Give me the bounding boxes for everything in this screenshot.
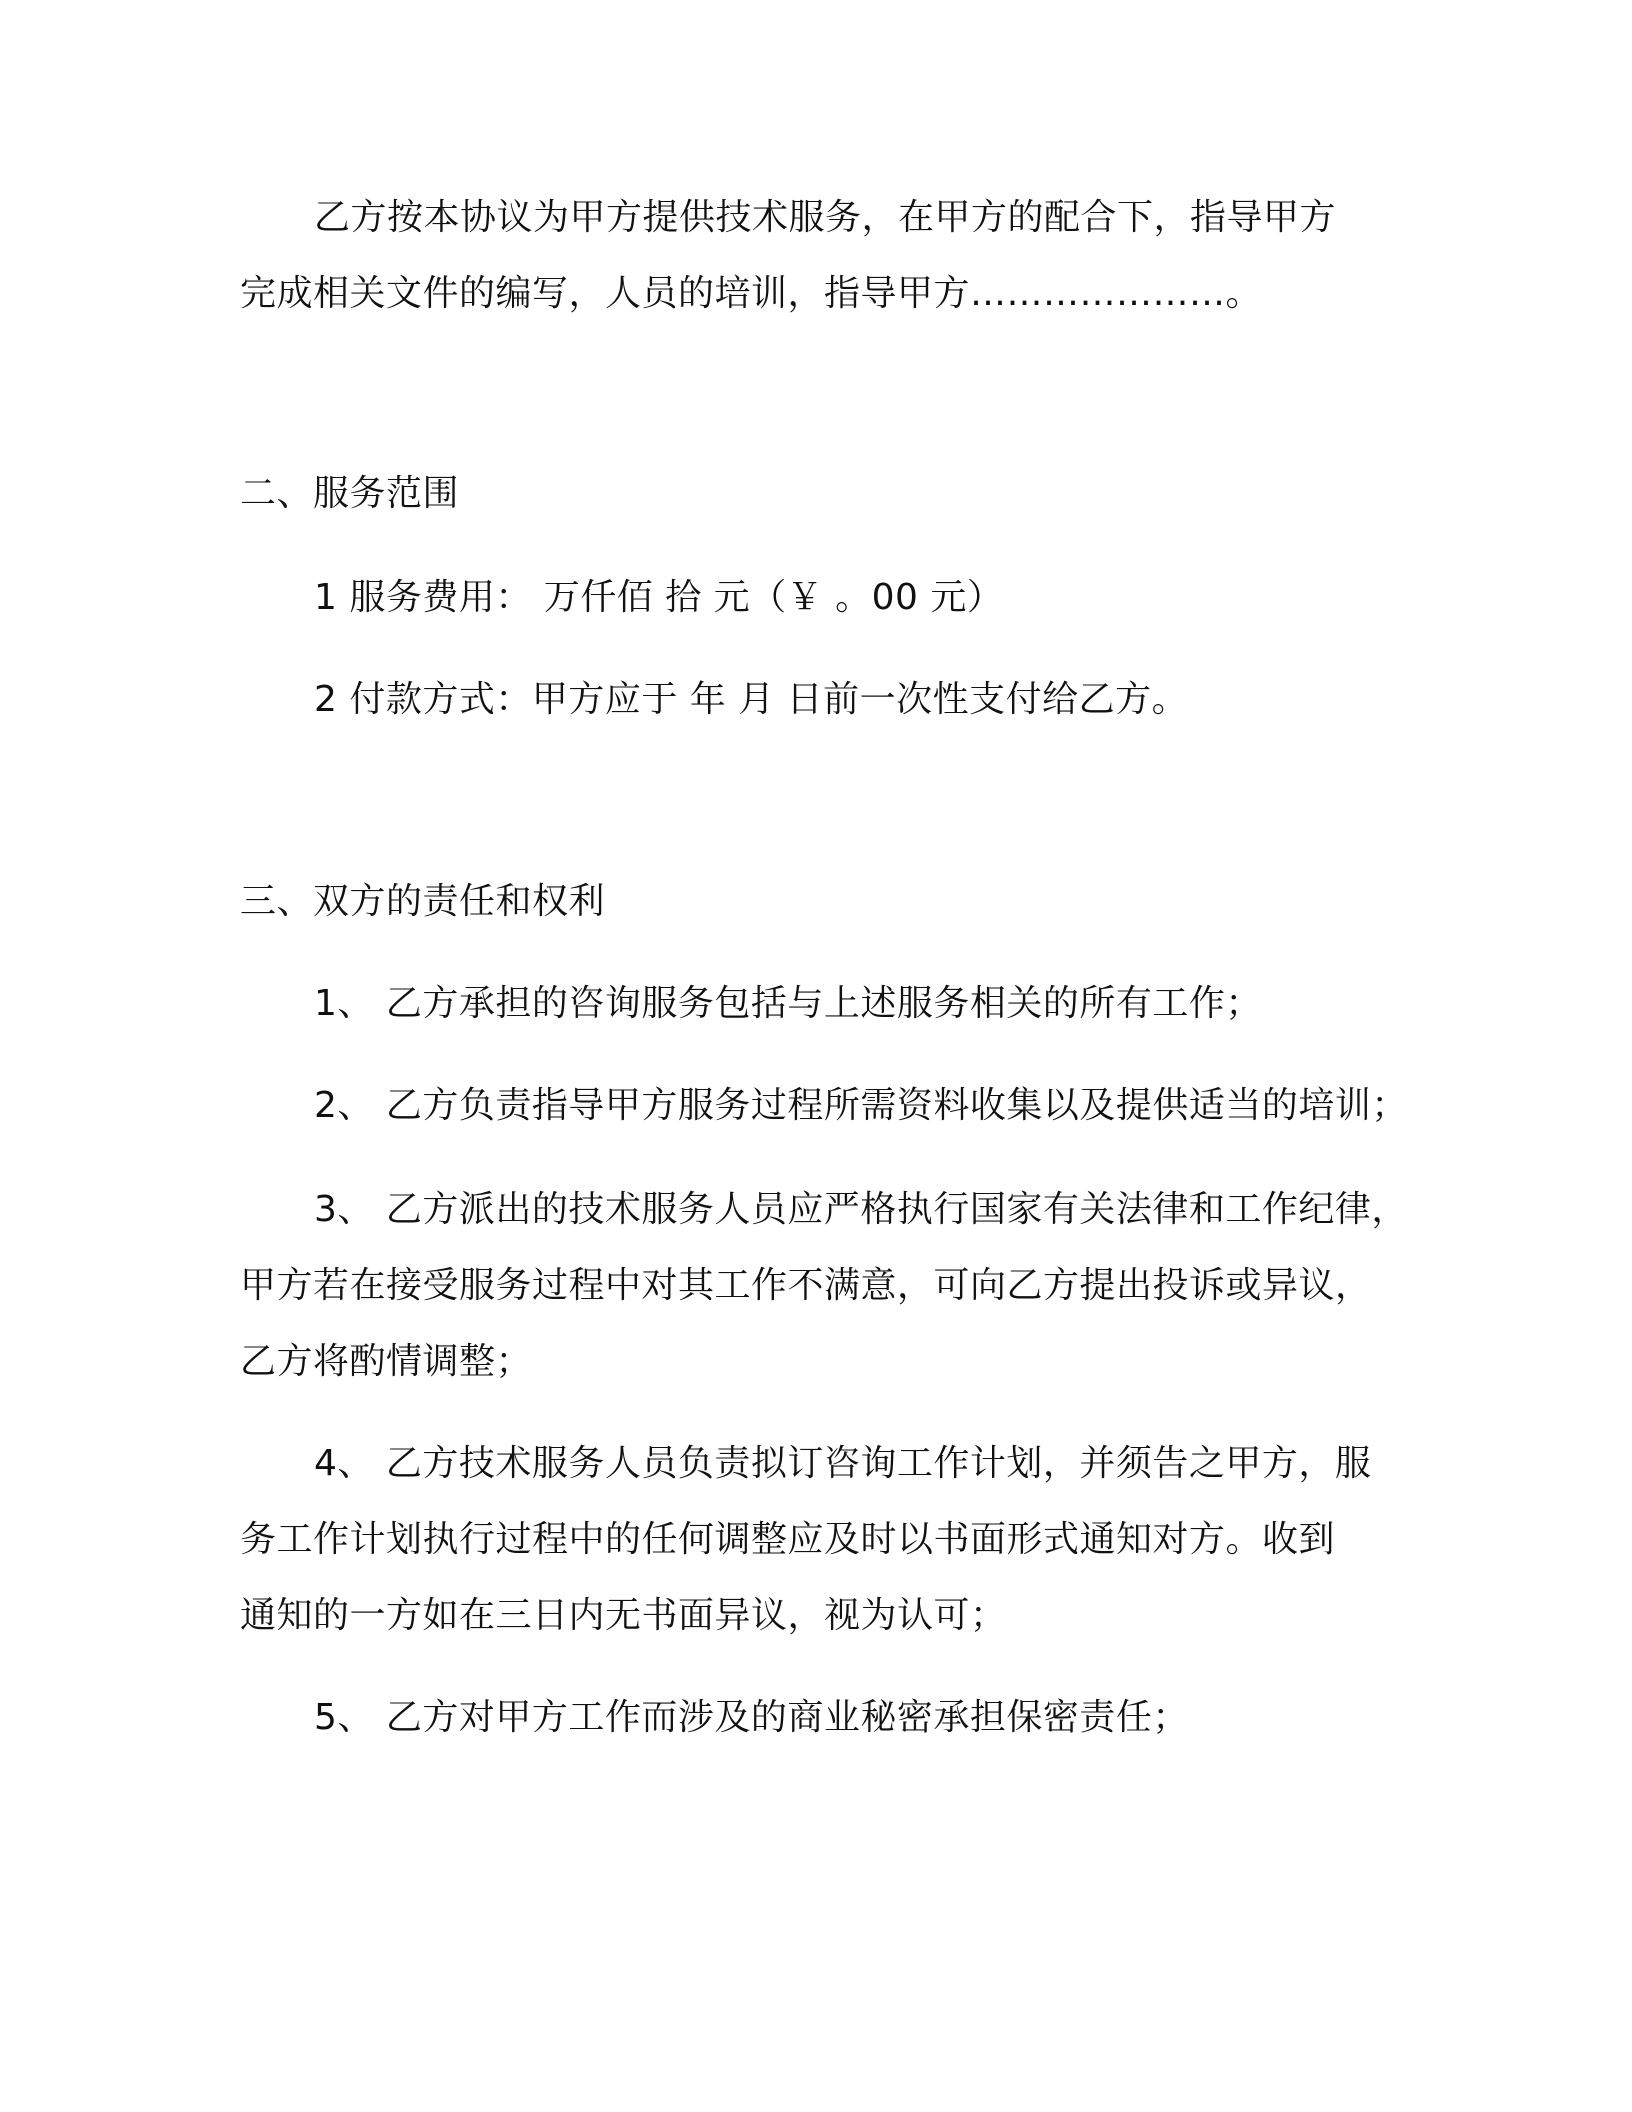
clause-4-line-3: 通知的一方如在三日内无书面异议，视为认可； [240,1595,1007,1636]
clause-4-line-1: 4、 乙方技术服务人员负责拟订咨询工作计划，并须告之甲方，服 [314,1443,1372,1484]
clause-3-line-3: 乙方将酌情调整； [240,1341,533,1382]
clause-2-line-1: 2、 乙方负责指导甲方服务过程所需资料收集以及提供适当的培训； [314,1085,1408,1126]
section-3-heading: 三、双方的责任和权利 [240,881,606,922]
clause-1-line-1: 1、 乙方承担的咨询服务包括与上述服务相关的所有工作； [314,983,1262,1024]
intro-paragraph-line-1: 乙方按本协议为甲方提供技术服务，在甲方的配合下，指导甲方 [314,197,1337,238]
clause-5-line-1: 5、 乙方对甲方工作而涉及的商业秘密承担保密责任； [314,1697,1189,1738]
service-fee-line: 1 服务费用： 万仟佰 拾 元（￥ 。00 元） [314,577,1004,618]
payment-method-line: 2 付款方式：甲方应于 年 月 日前一次性支付给乙方。 [314,679,1189,720]
section-2-heading: 二、服务范围 [240,473,460,514]
clause-4-line-2: 务工作计划执行过程中的任何调整应及时以书面形式通知对方。收到 [240,1519,1336,1560]
intro-paragraph-line-2: 完成相关文件的编写，人员的培训，指导甲方…………………。 [240,273,1263,314]
clause-3-line-1: 3、 乙方派出的技术服务人员应严格执行国家有关法律和工作纪律， [314,1189,1408,1230]
clause-3-line-2: 甲方若在接受服务过程中对其工作不满意，可向乙方提出投诉或异议， [240,1265,1372,1306]
